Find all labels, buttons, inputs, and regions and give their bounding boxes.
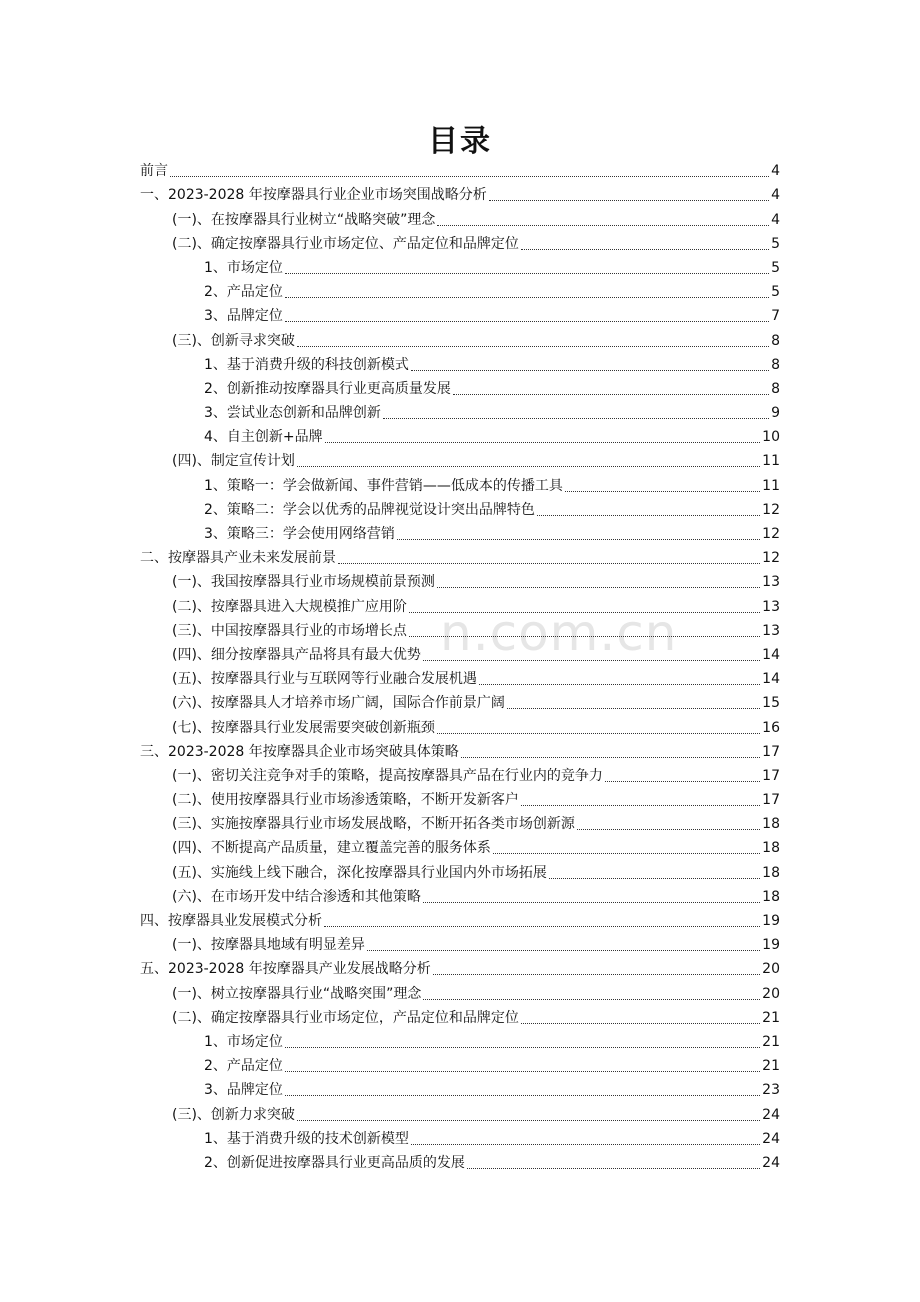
toc-entry-title: (一)、在按摩器具行业树立“战略突破”理念 <box>172 211 436 228</box>
toc-entry-title: 4、自主创新+品牌 <box>204 429 323 446</box>
toc-entry-page-number: 20 <box>762 961 780 978</box>
toc-entry-title: (三)、中国按摩器具行业的市场增长点 <box>172 622 407 639</box>
toc-entry-title: (三)、创新力求突破 <box>172 1106 295 1123</box>
dot-leader <box>537 515 760 516</box>
toc-entry[interactable] <box>140 399 780 423</box>
dot-leader <box>411 1144 760 1145</box>
toc-entry-page-number: 14 <box>762 646 780 663</box>
toc-entry[interactable] <box>140 520 780 544</box>
toc-entry-page-number: 15 <box>762 695 780 712</box>
toc-entry[interactable] <box>140 496 780 520</box>
toc-entry[interactable] <box>140 1100 780 1124</box>
dot-leader <box>409 636 760 637</box>
toc-entry-page-number: 10 <box>762 429 780 446</box>
watermark: n.com.cn <box>440 604 678 662</box>
toc-entry[interactable] <box>140 278 780 302</box>
dot-leader <box>409 612 760 613</box>
toc-entry-page-number: 12 <box>762 501 780 518</box>
toc-entry[interactable] <box>140 786 780 810</box>
dot-leader <box>605 781 760 782</box>
toc-entry-title: (六)、按摩器具人才培养市场广阔，国际合作前景广阔 <box>172 695 505 712</box>
toc-entry[interactable] <box>140 931 780 955</box>
toc-entry-title: 一、2023-2028 年按摩器具行业企业市场突围战略分析 <box>140 187 487 204</box>
toc-entry-title: 2、产品定位 <box>204 1058 283 1075</box>
toc-entry[interactable] <box>140 689 780 713</box>
toc-entry[interactable] <box>140 592 780 616</box>
toc-entry[interactable] <box>140 375 780 399</box>
toc-entry-page-number: 5 <box>771 259 780 276</box>
toc-entry-page-number: 18 <box>762 864 780 881</box>
toc-entry-title: (三)、实施按摩器具行业市场发展战略，不断开拓各类市场创新源 <box>172 816 575 833</box>
toc-entry[interactable] <box>140 205 780 229</box>
dot-leader <box>285 273 769 274</box>
dot-leader <box>489 200 769 201</box>
toc-entry-title: 1、基于消费升级的科技创新模式 <box>204 356 409 373</box>
toc-entry[interactable] <box>140 568 780 592</box>
toc-entry-page-number: 24 <box>762 1154 780 1171</box>
dot-leader <box>338 563 760 564</box>
toc-entry[interactable] <box>140 641 780 665</box>
toc-entry-title: (五)、按摩器具行业与互联网等行业融合发展机遇 <box>172 671 477 688</box>
toc-entry-page-number: 17 <box>762 792 780 809</box>
toc-entry-page-number: 16 <box>762 719 780 736</box>
toc-entry[interactable] <box>140 157 780 181</box>
toc-entry-title: (二)、使用按摩器具行业市场渗透策略，不断开发新客户 <box>172 792 519 809</box>
toc-entry-title: 1、基于消费升级的技术创新模型 <box>204 1130 409 1147</box>
toc-entry[interactable] <box>140 617 780 641</box>
toc-entry[interactable] <box>140 230 780 254</box>
dot-leader <box>325 442 761 443</box>
toc-entry[interactable] <box>140 665 780 689</box>
toc-entry[interactable] <box>140 181 780 205</box>
toc-entry[interactable] <box>140 907 780 931</box>
dot-leader <box>437 225 769 226</box>
toc-entry-title: 五、2023-2028 年按摩器具产业发展战略分析 <box>140 961 431 978</box>
dot-leader <box>437 733 760 734</box>
toc-entry-page-number: 23 <box>762 1082 780 1099</box>
toc-entry[interactable] <box>140 1004 780 1028</box>
toc-entry-title: (一)、树立按摩器具行业“战略突围”理念 <box>172 985 422 1002</box>
toc-entry-page-number: 21 <box>762 1033 780 1050</box>
dot-leader <box>285 1071 760 1072</box>
dot-leader <box>324 926 760 927</box>
dot-leader <box>453 394 769 395</box>
toc-entry-page-number: 7 <box>771 308 780 325</box>
dot-leader <box>367 950 760 951</box>
toc-entry-title: 3、品牌定位 <box>204 308 283 325</box>
toc-entry-title: (四)、细分按摩器具产品将具有最大优势 <box>172 646 421 663</box>
dot-leader <box>285 297 769 298</box>
dot-leader <box>285 1095 760 1096</box>
toc-entry-page-number: 8 <box>771 332 780 349</box>
toc-entry-page-number: 5 <box>771 284 780 301</box>
dot-leader <box>423 902 760 903</box>
dot-leader <box>521 249 769 250</box>
toc-entry-title: 3、尝试业态创新和品牌创新 <box>204 405 381 422</box>
dot-leader <box>577 829 760 830</box>
toc-entry-page-number: 17 <box>762 767 780 784</box>
toc-entry[interactable] <box>140 738 780 762</box>
dot-leader <box>467 1168 760 1169</box>
toc-entry-title: (一)、密切关注竞争对手的策略，提高按摩器具产品在行业内的竞争力 <box>172 767 603 784</box>
toc-entry-page-number: 9 <box>771 405 780 422</box>
dot-leader <box>383 418 769 419</box>
toc-entry-page-number: 18 <box>762 888 780 905</box>
toc-entry-page-number: 20 <box>762 985 780 1002</box>
dot-leader <box>297 466 760 467</box>
toc-entry-page-number: 24 <box>762 1106 780 1123</box>
toc-entry[interactable] <box>140 713 780 737</box>
toc-entry-title: (四)、制定宣传计划 <box>172 453 295 470</box>
dot-leader <box>549 878 760 879</box>
toc-entry-title: (六)、在市场开发中结合渗透和其他策略 <box>172 888 421 905</box>
toc-entry[interactable] <box>140 544 780 568</box>
toc-entry-page-number: 11 <box>762 477 780 494</box>
toc-entry[interactable] <box>140 762 780 786</box>
toc-entry-page-number: 4 <box>771 163 780 180</box>
dot-leader <box>285 321 769 322</box>
toc-entry-page-number: 24 <box>762 1130 780 1147</box>
toc-entry[interactable] <box>140 423 780 447</box>
table-of-contents <box>140 157 780 1173</box>
toc-entry-title: 2、产品定位 <box>204 284 283 301</box>
toc-entry[interactable] <box>140 1149 780 1173</box>
toc-entry-title: 前言 <box>140 163 168 180</box>
toc-entry[interactable] <box>140 351 780 375</box>
toc-entry-page-number: 13 <box>762 622 780 639</box>
dot-leader <box>170 176 769 177</box>
toc-entry-title: 1、市场定位 <box>204 259 283 276</box>
toc-entry-title: 1、市场定位 <box>204 1033 283 1050</box>
dot-leader <box>285 1047 760 1048</box>
toc-entry-title: (二)、按摩器具进入大规模推广应用阶 <box>172 598 407 615</box>
toc-entry-title: (五)、实施线上线下融合，深化按摩器具行业国内外市场拓展 <box>172 864 547 881</box>
dot-leader <box>461 757 760 758</box>
toc-entry-page-number: 17 <box>762 743 780 760</box>
toc-entry[interactable] <box>140 883 780 907</box>
toc-entry-title: 1、策略一：学会做新闻、事件营销——低成本的传播工具 <box>204 477 563 494</box>
toc-entry-page-number: 4 <box>771 211 780 228</box>
toc-entry-title: 3、策略三：学会使用网络营销 <box>204 526 395 542</box>
toc-entry-page-number: 11 <box>762 453 780 470</box>
toc-entry-title: (二)、确定按摩器具行业市场定位、产品定位和品牌定位 <box>172 235 519 252</box>
toc-entry[interactable] <box>140 834 780 858</box>
toc-entry-title: 2、策略二：学会以优秀的品牌视觉设计突出品牌特色 <box>204 501 535 518</box>
toc-entry[interactable] <box>140 302 780 326</box>
dot-leader <box>521 805 760 806</box>
toc-entry-page-number: 12 <box>762 526 780 542</box>
toc-entry-title: 四、按摩器具业发展模式分析 <box>140 913 322 929</box>
toc-entry[interactable] <box>140 1028 780 1052</box>
toc-entry-title: 三、2023-2028 年按摩器具企业市场突破具体策略 <box>140 743 459 760</box>
toc-entry-title: (一)、按摩器具地域有明显差异 <box>172 937 365 954</box>
toc-entry-page-number: 8 <box>771 380 780 397</box>
toc-entry-title: (一)、我国按摩器具行业市场规模前景预测 <box>172 574 435 591</box>
toc-entry[interactable] <box>140 979 780 1003</box>
dot-leader <box>297 346 769 347</box>
toc-entry-page-number: 19 <box>762 937 780 954</box>
page-title: 目录 <box>428 124 492 159</box>
toc-entry[interactable] <box>140 1076 780 1100</box>
toc-entry-page-number: 12 <box>762 550 780 567</box>
toc-entry[interactable] <box>140 326 780 350</box>
toc-entry[interactable] <box>140 955 780 979</box>
toc-entry[interactable] <box>140 447 780 471</box>
toc-entry-page-number: 13 <box>762 574 780 591</box>
dot-leader <box>521 1023 760 1024</box>
toc-entry-title: 2、创新促进按摩器具行业更高品质的发展 <box>204 1154 465 1171</box>
dot-leader <box>507 708 760 709</box>
dot-leader <box>423 660 760 661</box>
toc-entry-page-number: 4 <box>771 187 780 204</box>
toc-entry-title: (四)、不断提高产品质量，建立覆盖完善的服务体系 <box>172 840 491 857</box>
toc-entry-title: (二)、确定按摩器具行业市场定位，产品定位和品牌定位 <box>172 1009 519 1026</box>
toc-entry-page-number: 21 <box>762 1058 780 1075</box>
toc-entry-page-number: 18 <box>762 840 780 857</box>
toc-entry-page-number: 21 <box>762 1009 780 1026</box>
toc-entry-page-number: 13 <box>762 598 780 615</box>
dot-leader <box>479 684 760 685</box>
toc-entry[interactable] <box>140 810 780 834</box>
dot-leader <box>493 853 760 854</box>
toc-entry-title: (三)、创新寻求突破 <box>172 332 295 349</box>
dot-leader <box>411 370 769 371</box>
dot-leader <box>565 491 760 492</box>
dot-leader <box>297 1120 760 1121</box>
toc-entry-title: (七)、按摩器具行业发展需要突破创新瓶颈 <box>172 719 435 736</box>
dot-leader <box>397 539 760 540</box>
toc-entry-page-number: 19 <box>762 913 780 929</box>
toc-entry-title: 二、按摩器具产业未来发展前景 <box>140 550 336 567</box>
toc-entry-page-number: 8 <box>771 356 780 373</box>
dot-leader <box>437 587 760 588</box>
toc-entry[interactable] <box>140 1052 780 1076</box>
toc-entry-page-number: 14 <box>762 671 780 688</box>
toc-entry[interactable] <box>140 471 780 495</box>
toc-entry[interactable] <box>140 858 780 882</box>
toc-entry[interactable] <box>140 1125 780 1149</box>
toc-entry-page-number: 18 <box>762 816 780 833</box>
toc-entry[interactable] <box>140 254 780 278</box>
dot-leader <box>423 999 760 1000</box>
dot-leader <box>433 974 760 975</box>
toc-entry-title: 3、品牌定位 <box>204 1082 283 1099</box>
toc-entry-title: 2、创新推动按摩器具行业更高质量发展 <box>204 380 451 397</box>
toc-entry-page-number: 5 <box>771 235 780 252</box>
